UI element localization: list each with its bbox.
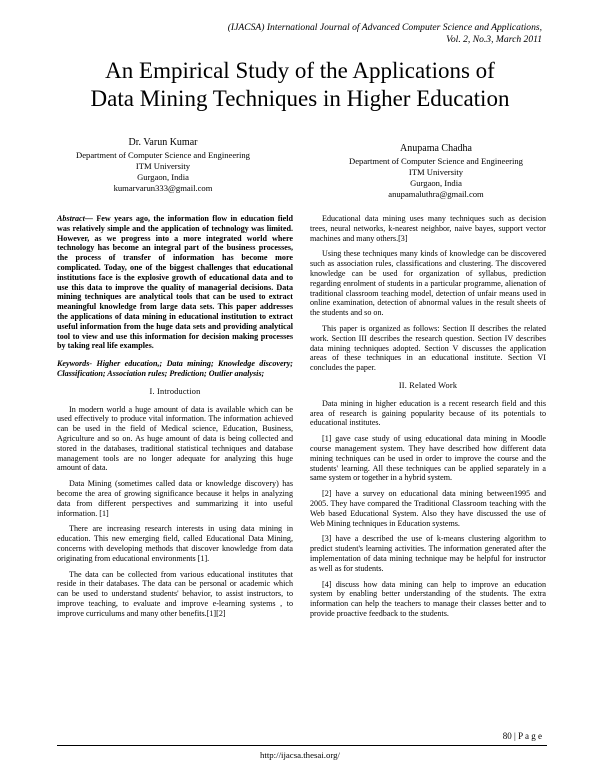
paragraph: Educational data mining uses many techniques such as decision trees, neural networks, k-nearest neighbor, naive bayes, support vector machines and many others.[3] <box>310 214 546 243</box>
section-heading-related-work: II. Related Work <box>398 380 458 390</box>
author-univ: ITM University <box>408 167 464 177</box>
author-city: Gurgaon, India <box>137 172 189 182</box>
abstract <box>57 214 293 351</box>
keywords: Keywords- Higher education,; Data mining; Knowledge discovery; Classification; Association rules; Prediction; Outlier analysis; <box>57 359 293 378</box>
left-column <box>57 214 293 624</box>
paragraph: [3] have a described the use of k-means clustering algorithm to predict student's learning activities. The information generated after the implementation of data mining technique may be helpful for instructor as well as for students. <box>310 534 546 573</box>
author-city: Gurgaon, India <box>410 178 462 188</box>
paragraph: Using these techniques many kinds of knowledge can be discovered such as association rules, classifications and clustering. The discovered knowledge can be used for organization of syllabus, prediction regarding enrolment of students in a particular programme, alienation of traditional classroom teaching model, detection of unfair means used in online examination, detection of abnormal values in the result sheets of the students and so on. <box>310 249 546 318</box>
page-number: 80 | P a g e <box>502 731 542 741</box>
paper-title-line2: Data Mining Techniques in Higher Education <box>90 86 510 111</box>
author-name: Anupama Chadha <box>400 143 472 154</box>
paragraph: [2] have a survey on educational data mining between1995 and 2005. They have compared the Traditional Classroom teaching with the Web based Educational System. Also they have discussed the use of Web Mining techniques in Education systems. <box>310 489 546 528</box>
author-dept: Department of Computer Science and Engineering <box>76 150 250 160</box>
paragraph: Data mining in higher education is a recent research field and this area of research is gaining popularity because of its potentials to educational institutes. <box>310 398 546 428</box>
section-heading-introduction: I. Introduction <box>149 386 201 396</box>
right-column <box>310 214 546 625</box>
author-block-2 <box>311 142 561 200</box>
journal-header-line2: Vol. 2, No.3, March 2011 <box>446 34 542 45</box>
journal-header <box>228 22 542 46</box>
author-email[interactable]: kumarvarun333@gmail.com <box>113 183 213 193</box>
author-univ: ITM University <box>135 161 191 171</box>
paragraph: The data can be collected from various educational institutes that reside in their databases. The data can be personal or academic which can be used to understand students' behavior, to assist instructors, to improve teaching, to evaluate and improve e-learning systems , to improve curriculums and many other benefits.[1][2] <box>57 569 293 618</box>
abstract-text: Few years ago, the information flow in education field was relatively simple and the application of technology was limited. However, as we progress into a more integrated world where technology has become an integral part of the business processes, the process of transfer of information has become more complicated. Today, one of the biggest challenges that educational institutions face is the explosive growth of educational data and to use this data to improve the quality of managerial decisions. Data mining techniques are analytical tools that can be used to extract meaningful knowledge from large data sets. This paper addresses the applications of data mining in educational institution to extract useful information from the huge data sets and providing analytical tool to view and use this information for decision making processes by taking real life examples. <box>57 214 293 351</box>
paper-title <box>0 57 600 113</box>
journal-header-line1: (IJACSA) International Journal of Advanced Computer Science and Applications, <box>227 22 542 33</box>
paragraph: [1] gave case study of using educational data mining in Moodle course management system. They have described how different data mining techniques can be used in order to improve the course and the students' learning. All these techniques can be applied separately in a same system or together in a hybrid system. <box>310 434 546 483</box>
footer-divider <box>57 745 547 746</box>
author-dept: Department of Computer Science and Engineering <box>349 156 523 166</box>
paragraph: There are increasing research interests in using data mining in education. This new emerging field, called Educational Data Mining, concerns with developing methods that discover knowledge from data originating from educational environments [1]. <box>57 524 293 563</box>
author-email[interactable]: anupamaluthra@gmail.com <box>388 189 484 199</box>
paragraph: This paper is organized as follows: Section II describes the related work. Section III describes the research question. Section IV describes data mining techniques adopted. Section V discusses the application areas of these techniques in an educational institute. Section VI concludes the paper. <box>310 323 546 373</box>
paragraph: [4] discuss how data mining can help to improve an education system by enabling better understanding of the students. The extra information can help the teachers to manage their classes better and to provide proactive feedback to the students. <box>310 579 546 618</box>
abstract-label: Abstract— <box>57 214 93 223</box>
paragraph: In modern world a huge amount of data is available which can be used effectively to produce vital information. The information achieved can be used in the field of Medical science, Education, Business, Agriculture and so on. As huge amount of data is being collected and stored in the databases, traditional statistical techniques and database management tools are no longer adequate for analyzing this huge amount of data. <box>57 404 293 473</box>
paragraph: Data Mining (sometimes called data or knowledge discovery) has become the area of growing significance because it helps in analyzing data from different perspectives and summarizing it into useful information. [1] <box>57 479 293 518</box>
journal-url[interactable]: http://ijacsa.thesai.org/ <box>260 750 340 760</box>
paper-title-line1: An Empirical Study of the Applications of <box>105 58 495 83</box>
author-name: Dr. Varun Kumar <box>128 137 198 148</box>
author-block-1 <box>38 136 288 194</box>
